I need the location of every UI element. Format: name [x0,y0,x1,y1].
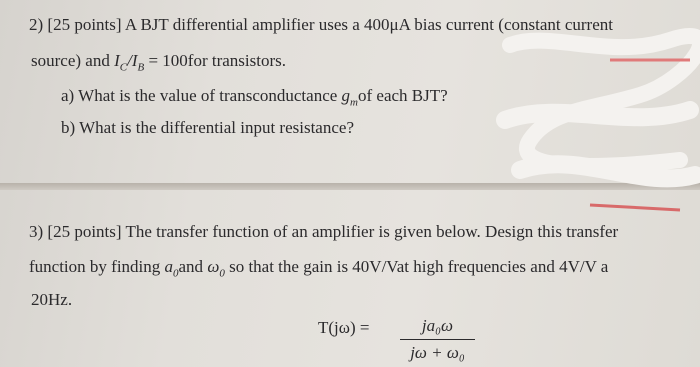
math-ic: I [114,51,120,70]
math-a: a [164,257,174,276]
q3-line2-and: and [178,257,208,276]
transfer-function-lhs: T(jω) = [318,318,370,337]
q2-part-a [61,86,448,112]
q3-line2-end: so that the gain is 40V/Vat high frequencies and 4V/V a [224,257,609,276]
math-sub-m: m [350,96,358,109]
math-g: g [341,86,351,105]
fraction-denominator: jω + ω₀ [410,343,465,362]
transfer-function-fraction [400,316,475,363]
handwritten-scribbles [490,0,700,230]
q3-line2 [29,257,608,283]
q2-part-a-text: a) What is the value of transconductance [61,86,342,105]
fraction-bar [400,339,475,340]
q2-line2-end: = 100for transistors. [144,51,287,70]
math-sub-w0: 0 [219,267,225,280]
q2-part-a-end: of each BJT? [358,86,448,105]
math-ib: /I [127,51,138,70]
q2-line2-text: source) and [31,51,115,70]
q3-line3: 20Hz. [31,290,73,309]
fraction-numerator: ja₀ω [421,316,454,335]
q3-line2-text: function by finding [29,257,165,276]
q2-line1: 2) [25 points] A BJT differential amplifier uses a 400μA bias current (constant current [29,15,613,34]
math-sub-a0: 0 [173,267,179,280]
math-sub-c: C [119,61,128,74]
math-sub-b: B [137,61,145,74]
math-omega: ω [207,257,220,276]
q2-part-b: b) What is the differential input resistance? [61,118,354,137]
q2-line2 [31,51,286,77]
q3-line1: 3) [25 points] The transfer function of an amplifier is given below. Design this transfer [29,222,619,241]
